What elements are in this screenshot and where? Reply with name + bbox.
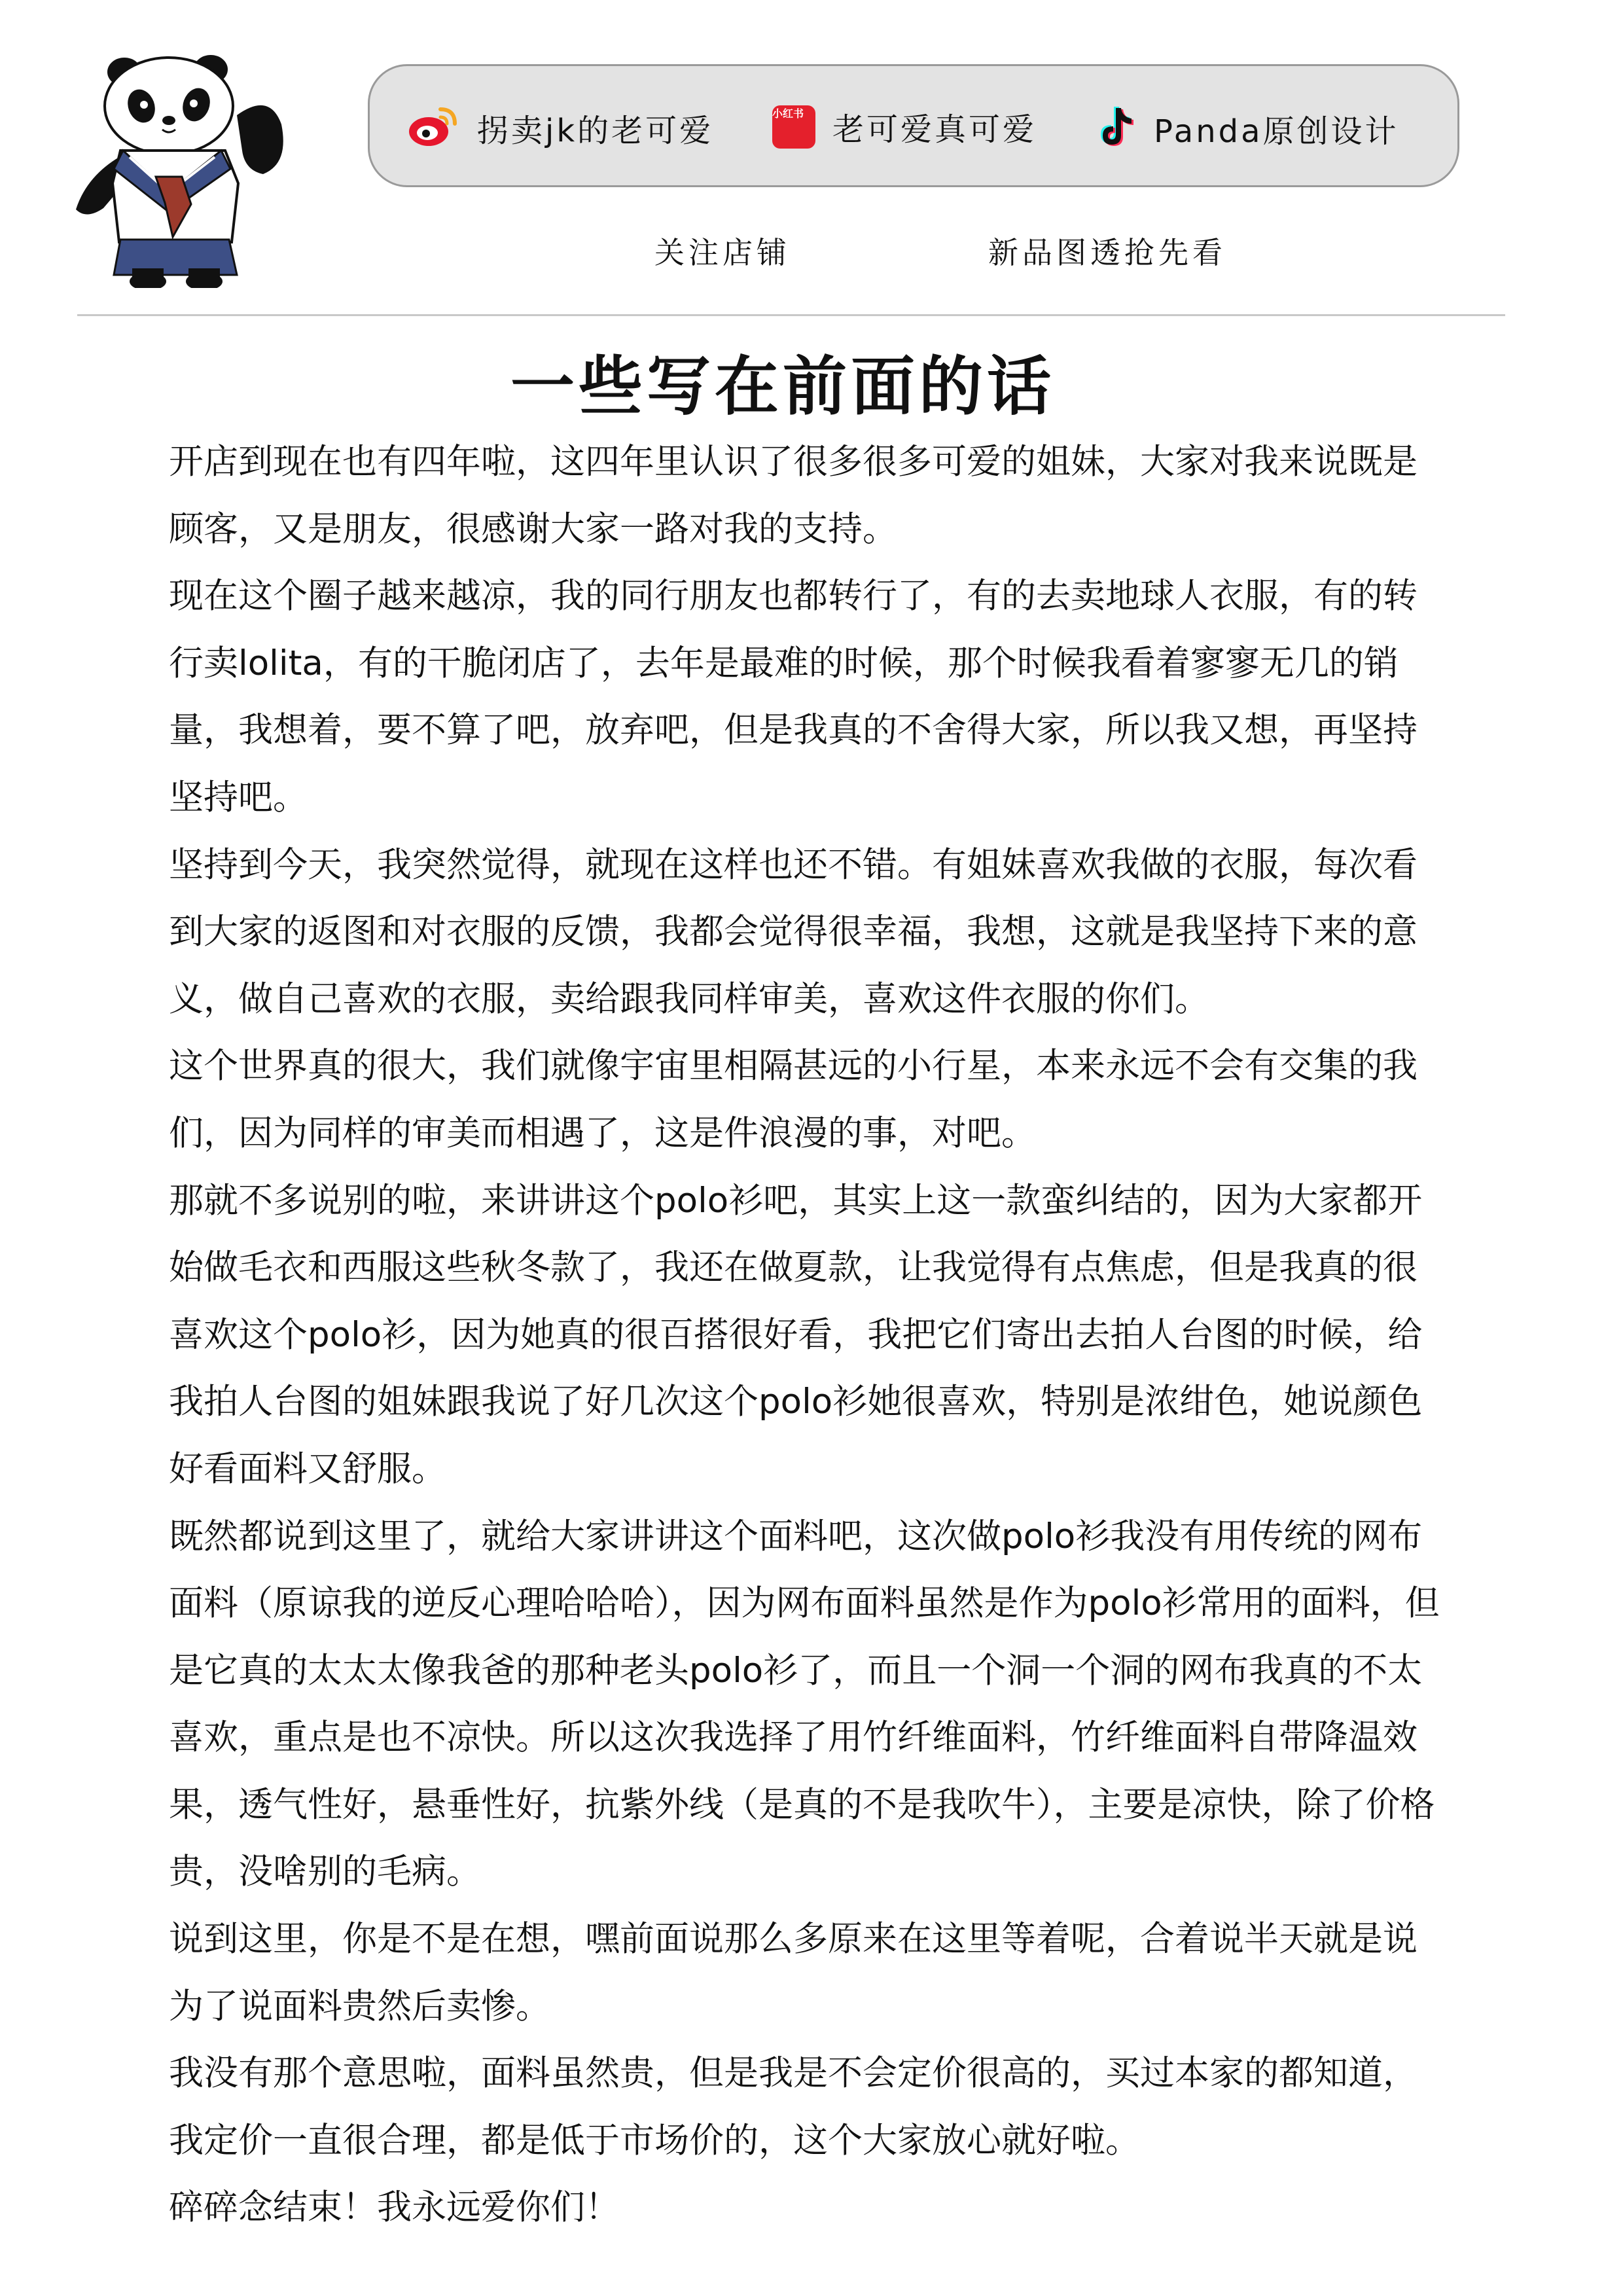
tiktok-account-label: Panda原创设计 [1154, 113, 1399, 150]
xiaohongshu-icon: 小红书 [772, 105, 815, 149]
weibo-account[interactable] [408, 104, 713, 151]
paragraph: 碎碎念结束！我永远爱你们！ [169, 2187, 620, 2228]
header-divider [77, 314, 1505, 316]
paragraph: 现在这个圈子越来越凉，我的同行朋友也都转行了，有的去卖地球人衣服，有的转行卖lolita，有的干脆闭店了，去年是最难的时候，那个时候我看着寥寥无几的销量，我想着，要不算了吧，放弃吧，但是我真的不舍得大家，所以我又想，再坚持坚持吧。 [169, 576, 1418, 817]
paragraph: 那就不多说别的啦，来讲讲这个polo衫吧，其实上这一款蛮纠结的，因为大家都开始做毛衣和西服这些秋冬款了，我还在做夏款，让我觉得有点焦虑，但是我真的很喜欢这个polo衫，因为她真的很百搭很好看，我把它们寄出去拍人台图的时候，给我拍人台图的姐妹跟我说了好几次这个polo衫她很喜欢，特别是浓绀色，她说颜色好看面料又舒服。 [169, 1180, 1423, 1489]
paragraph: 坚持到今天，我突然觉得，就现在这样也还不错。有姐妹喜欢我做的衣服，每次看到大家的返图和对衣服的反馈，我都会觉得很幸福，我想，这就是我坚持下来的意义，做自己喜欢的衣服，卖给跟我同样审美，喜欢这件衣服的你们。 [169, 844, 1418, 1019]
tiktok-account[interactable] [1096, 104, 1399, 152]
social-accounts-bar [368, 64, 1459, 187]
new-preview-link[interactable]: 新品图透抢先看 [988, 235, 1226, 270]
panda-mascot [73, 52, 296, 288]
paragraph: 这个世界真的很大，我们就像宇宙里相隔甚远的小行星，本来永远不会有交集的我们，因为同样的审美而相遇了，这是件浪漫的事，对吧。 [169, 1046, 1418, 1153]
weibo-account-label: 拐卖jk的老可爱 [477, 112, 714, 149]
paragraph: 既然都说到这里了，就给大家讲讲这个面料吧，这次做polo衫我没有用传统的网布面料（原谅我的逆反心理哈哈哈），因为网布面料虽然是作为polo衫常用的面料，但是它真的太太太像我爸的那种老头polo衫了，而且一个洞一个洞的网布我真的不太喜欢，重点是也不凉快。所以这次我选择了用竹纤维面料，竹纤维面料自带降温效果，透气性好，悬垂性好，抗紫外线（是真的不是我吹牛），主要是凉快，除了价格贵，没啥别的毛病。 [169, 1516, 1440, 1892]
paragraph: 我没有那个意思啦，面料虽然贵，但是我是不会定价很高的，买过本家的都知道，我定价一直很合理，都是低于市场价的，这个大家放心就好啦。 [169, 2053, 1418, 2161]
article-body [169, 429, 1448, 2242]
follow-store-link[interactable]: 关注店铺 [654, 235, 791, 270]
paragraph: 说到这里，你是不是在想，嘿前面说那么多原来在这里等着呢，合着说半天就是说为了说面料贵然后卖惨。 [169, 1919, 1418, 2026]
xiaohongshu-account-label: 老可爱真可爱 [832, 111, 1037, 148]
xiaohongshu-account[interactable] [772, 104, 1037, 149]
tiktok-icon [1096, 104, 1137, 152]
weibo-icon [408, 104, 460, 151]
page-title: 一些写在前面的话 [510, 350, 1055, 424]
paragraph: 开店到现在也有四年啦，这四年里认识了很多很多可爱的姐妹，大家对我来说既是顾客，又是朋友，很感谢大家一路对我的支持。 [169, 442, 1418, 549]
